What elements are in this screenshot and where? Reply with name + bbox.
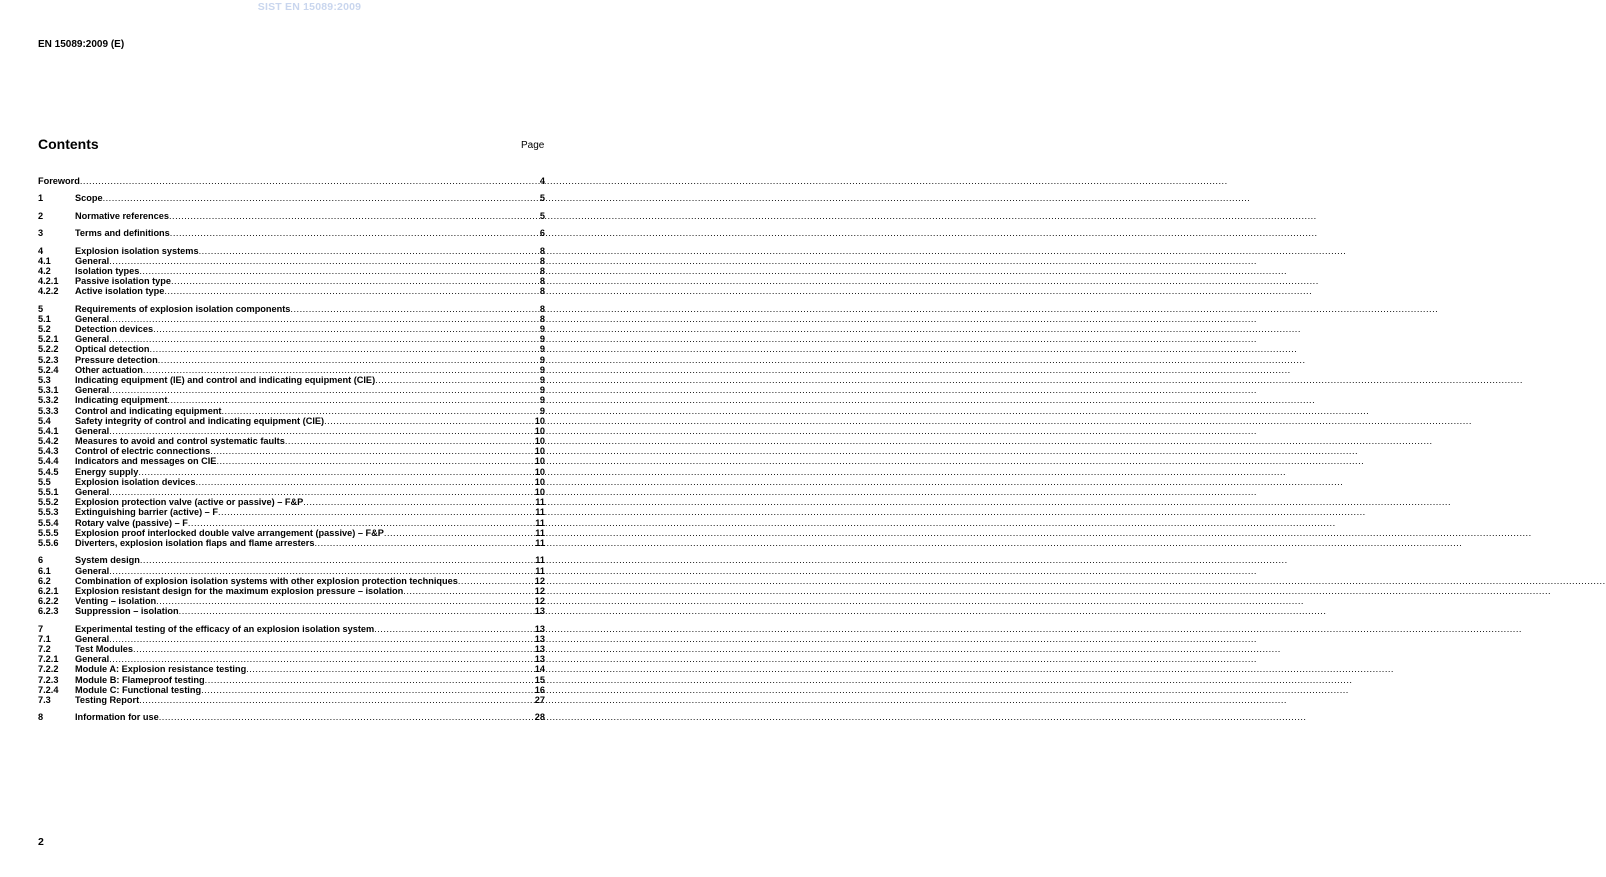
toc-entry[interactable] — [38, 497, 545, 507]
toc-entry-title: Diverters, explosion isolation flaps and flame arresters — [75, 537, 315, 548]
toc-entry-page: 11 — [535, 527, 545, 538]
toc-entry[interactable] — [38, 654, 545, 664]
toc-entry-number: 5.3.2 — [38, 395, 59, 406]
toc-entry-title: Module A: Explosion resistance testing — [75, 664, 247, 675]
toc-entry-page: 8 — [539, 255, 545, 266]
toc-entry[interactable] — [38, 528, 545, 538]
toc-entry[interactable] — [38, 644, 545, 654]
toc-entry-page: 8 — [539, 303, 545, 314]
toc-entry-title: Test Modules — [75, 644, 134, 654]
toc-entry-page: 10 — [534, 436, 545, 447]
toc-entry-number: 5.2.1 — [38, 334, 59, 345]
toc-entry-number: 6.2.3 — [38, 606, 59, 617]
dot-leader — [139, 266, 539, 276]
toc-entry-page: 11 — [535, 555, 545, 566]
toc-entry-number: 5.1 — [38, 313, 51, 324]
toc-entry-page: 4 — [539, 176, 545, 186]
toc-entry-page: 11 — [535, 537, 545, 548]
dot-leader — [290, 304, 538, 314]
dot-leader — [103, 193, 539, 203]
toc-entry-title: Combination of explosion isolation systems with other explosion protection techniques — [75, 575, 458, 586]
toc-entry-number: 7.1 — [38, 633, 51, 644]
toc-entry-number: 5.4.2 — [38, 436, 59, 447]
toc-entry-title: General — [75, 654, 110, 665]
toc-entry-title: General — [75, 425, 110, 436]
dot-leader — [221, 406, 538, 416]
dot-leader — [167, 395, 538, 405]
toc-entry-title: Indicating equipment — [75, 395, 168, 406]
dot-leader — [150, 344, 539, 354]
dot-leader — [156, 596, 534, 606]
toc-entry-number: 7.2.3 — [38, 674, 59, 685]
dot-leader — [285, 436, 534, 446]
toc-entry-number: 5.2.3 — [38, 354, 59, 365]
toc-entry[interactable] — [38, 685, 545, 695]
dot-leader — [80, 176, 539, 186]
toc-entry[interactable] — [38, 606, 545, 616]
toc-entry-title: Isolation types — [75, 265, 140, 276]
dot-leader — [109, 634, 534, 644]
toc-entry-page: 13 — [534, 623, 545, 634]
contents-title: Contents — [38, 136, 99, 152]
toc-entry-page: 9 — [539, 395, 545, 406]
dot-leader — [403, 586, 533, 596]
toc-entry[interactable] — [38, 507, 545, 517]
toc-entry-number: 5.3.3 — [38, 405, 59, 416]
toc-entry[interactable] — [38, 664, 545, 674]
toc-entry-title: Requirements of explosion isolation components — [75, 303, 291, 314]
toc-entry-number: 4.1 — [38, 255, 51, 266]
toc-entry-number: 5.5.6 — [38, 537, 59, 548]
toc-entry-page: 5 — [539, 210, 545, 221]
toc-entry-number: 5.2 — [38, 324, 51, 334]
toc-entry[interactable] — [38, 286, 545, 296]
toc-entry-title: Venting – isolation — [75, 596, 157, 607]
toc-entry-page: 11 — [535, 497, 545, 508]
toc-entry-page: 13 — [534, 654, 545, 665]
toc-entry-title: Explosion isolation systems — [75, 245, 199, 256]
toc-entry-number: 5 — [38, 303, 44, 314]
toc-entry-page: 12 — [534, 575, 545, 586]
dot-leader — [324, 416, 534, 426]
toc-entry-title: Normative references — [75, 210, 169, 221]
dot-leader — [138, 467, 533, 477]
toc-entry-title: Explosion isolation devices — [75, 476, 196, 487]
toc-entry-page: 8 — [539, 286, 545, 297]
toc-entry[interactable] — [38, 416, 545, 426]
toc-entry-page: 10 — [534, 456, 545, 467]
toc-entry-number: 5.4.5 — [38, 466, 59, 477]
toc-entry-title: Safety integrity of control and indicating equipment (CIE) — [75, 415, 325, 426]
toc-entry-title: Explosion proof interlocked double valve arrangement (passive) – F&P — [75, 527, 384, 538]
toc-entry-page: 13 — [534, 633, 545, 644]
toc-entry-page: 8 — [539, 265, 545, 276]
toc-entry-page: 11 — [535, 507, 545, 518]
toc-entry-number: 5.3 — [38, 374, 51, 385]
toc-entry-title: Detection devices — [75, 324, 154, 334]
dot-leader — [170, 228, 539, 238]
toc-entry-number: 7.2.2 — [38, 664, 59, 675]
toc-entry[interactable] — [38, 314, 545, 324]
toc-entry-page: 6 — [539, 228, 545, 239]
toc-entry-title: Terms and definitions — [75, 228, 170, 239]
dot-leader — [188, 518, 534, 528]
toc-entry-number: 5.4.1 — [38, 425, 59, 436]
toc-entry[interactable] — [38, 228, 545, 238]
toc-entry-number: 1 — [38, 193, 44, 204]
toc-entry-number: 4.2.1 — [38, 276, 59, 287]
toc-entry-title: Active isolation type — [75, 286, 165, 297]
toc-entry-page: 9 — [539, 344, 545, 355]
toc-entry-title: Energy supply — [75, 466, 139, 477]
toc-entry-title: General — [75, 487, 110, 497]
dot-leader — [164, 286, 539, 296]
toc-entry-page: 12 — [534, 585, 545, 596]
toc-entry[interactable] — [38, 395, 545, 405]
toc-entry-page: 28 — [534, 712, 545, 723]
toc-entry-number: 5.5.2 — [38, 497, 59, 508]
dot-leader — [374, 624, 534, 634]
toc-entry[interactable] — [38, 624, 545, 634]
dot-leader — [109, 566, 534, 576]
dot-leader — [196, 477, 534, 487]
toc-entry-title: Rotary valve (passive) – F — [75, 517, 188, 528]
toc-entry[interactable] — [38, 555, 545, 565]
toc-entry-number: 5.3.1 — [38, 385, 59, 396]
toc-entry-title: Pressure detection — [75, 354, 158, 365]
toc-entry-page: 10 — [534, 466, 545, 477]
toc-entry-page: 9 — [539, 354, 545, 365]
toc-entry[interactable] — [38, 375, 545, 385]
dot-leader — [201, 685, 534, 695]
toc-entry-number: 5.2.2 — [38, 344, 59, 355]
toc-entry[interactable] — [38, 426, 545, 436]
dot-leader — [303, 497, 534, 507]
toc-entry-number: 2 — [38, 210, 44, 221]
dot-leader — [139, 695, 534, 705]
toc-entry[interactable] — [38, 446, 545, 456]
toc-entry-number: 6.2.2 — [38, 596, 59, 607]
dot-leader — [199, 246, 539, 256]
toc-entry[interactable] — [38, 586, 545, 596]
dot-leader — [109, 334, 539, 344]
toc-entry[interactable] — [38, 436, 545, 446]
toc-entry-number: 6.1 — [38, 565, 51, 576]
toc-entry-number: 4 — [38, 245, 44, 256]
toc-entry-page: 10 — [534, 446, 545, 457]
toc-entry-title: Optical detection — [75, 344, 150, 355]
toc-entry-page: 14 — [534, 664, 545, 675]
dot-leader — [140, 555, 534, 565]
toc-entry[interactable] — [38, 355, 545, 365]
toc-entry-number: 4.2 — [38, 265, 51, 276]
toc-entry-title: Explosion protection valve (active or passive) – F&P — [75, 497, 304, 508]
toc-entry-page: 10 — [534, 476, 545, 487]
toc-entry-title: Control and indicating equipment — [75, 405, 222, 416]
toc-entry-page: 10 — [534, 425, 545, 436]
toc-entry-title: General — [75, 565, 110, 576]
toc-entry[interactable] — [38, 634, 545, 644]
toc-entry-number: 5.4 — [38, 415, 51, 426]
toc-entry-title: Indicating equipment (IE) and control and indicating equipment (CIE) — [75, 374, 376, 385]
toc-entry-page: 13 — [534, 644, 545, 654]
toc-entry-number: 7.2.1 — [38, 654, 59, 665]
toc-entry-title: Scope — [75, 193, 103, 204]
toc-entry[interactable] — [38, 276, 545, 286]
toc-entry-number: 6.2.1 — [38, 585, 59, 596]
toc-entry-number: 7.2.4 — [38, 684, 59, 695]
toc-entry-page: 27 — [534, 694, 545, 705]
toc-entry-number: 5.2.4 — [38, 364, 59, 375]
toc-entry-page: 9 — [539, 364, 545, 375]
toc-entry-page: 16 — [534, 684, 545, 695]
dot-leader — [458, 576, 534, 586]
toc-entry-number: 3 — [38, 228, 44, 239]
toc-entry-title: General — [75, 313, 110, 324]
watermark: SIST EN 15089:2009 — [257, 1, 362, 13]
toc-entry-title: Information for use — [75, 712, 159, 723]
toc-entry-title: Suppression – isolation — [75, 606, 179, 617]
dot-leader — [246, 664, 534, 674]
toc-entry-title: General — [75, 633, 110, 644]
dot-leader — [109, 314, 539, 324]
toc-entry-number: 5.5.1 — [38, 487, 59, 497]
toc-entry-number: 7.2 — [38, 644, 51, 654]
toc-entry[interactable] — [38, 695, 545, 705]
toc-entry-title: Module C: Functional testing — [75, 684, 202, 695]
toc-entry-title: General — [75, 385, 110, 396]
dot-leader — [216, 456, 533, 466]
toc-entry-number: 4.2.2 — [38, 286, 59, 297]
toc-entry[interactable] — [38, 385, 545, 395]
dot-leader — [205, 675, 534, 685]
toc-entry-number: 5.4.4 — [38, 456, 59, 467]
toc-entry[interactable] — [38, 193, 545, 203]
toc-entry-title: Measures to avoid and control systematic faults — [75, 436, 285, 447]
toc-entry[interactable] — [38, 334, 545, 344]
toc-entry[interactable] — [38, 176, 545, 186]
toc-entry-page: 10 — [534, 487, 545, 497]
toc-entry-page: 8 — [539, 313, 545, 324]
toc-entry-page: 10 — [534, 415, 545, 426]
toc-entry-number: 5.4.3 — [38, 446, 59, 457]
table-of-contents — [38, 176, 545, 723]
dot-leader — [314, 538, 534, 548]
dot-leader — [375, 375, 539, 385]
toc-entry[interactable] — [38, 538, 545, 548]
toc-entry[interactable] — [38, 256, 545, 266]
toc-entry-number: 5.5 — [38, 476, 51, 487]
toc-entry[interactable] — [38, 406, 545, 416]
toc-entry[interactable] — [38, 266, 545, 276]
toc-entry[interactable] — [38, 675, 545, 685]
toc-entry-title: General — [75, 334, 110, 345]
toc-entry[interactable] — [38, 596, 545, 606]
dot-leader — [218, 507, 534, 517]
toc-entry-title: Testing Report — [75, 694, 140, 705]
toc-entry-title: Control of electric connections — [75, 446, 211, 457]
toc-entry-page: 5 — [539, 193, 545, 204]
toc-entry-title: Extinguishing barrier (active) – F — [75, 507, 218, 518]
document-id: EN 15089:2009 (E) — [38, 39, 125, 50]
toc-entry-title: Foreword — [38, 176, 80, 186]
dot-leader — [153, 324, 539, 334]
toc-entry[interactable] — [38, 518, 545, 528]
toc-entry-number: 8 — [38, 712, 44, 723]
dot-leader — [109, 654, 534, 664]
toc-entry-page: 9 — [539, 334, 545, 345]
dot-leader — [210, 446, 533, 456]
dot-leader — [384, 528, 534, 538]
toc-entry[interactable] — [38, 467, 545, 477]
dot-leader — [109, 426, 534, 436]
toc-entry[interactable] — [38, 456, 545, 466]
toc-entry[interactable] — [38, 344, 545, 354]
toc-entry-page: 12 — [534, 596, 545, 607]
toc-entry-page: 9 — [539, 405, 545, 416]
toc-entry-title: Module B: Flameproof testing — [75, 674, 205, 685]
toc-entry[interactable] — [38, 246, 545, 256]
toc-entry-number: 7.3 — [38, 694, 51, 705]
toc-entry[interactable] — [38, 304, 545, 314]
page-column-label: Page — [521, 140, 545, 151]
toc-entry-page: 8 — [539, 245, 545, 256]
toc-entry-page: 9 — [539, 324, 545, 334]
toc-entry[interactable] — [38, 566, 545, 576]
toc-entry-number: 6 — [38, 555, 44, 566]
toc-entry-title: System design — [75, 555, 140, 566]
toc-entry-page: 9 — [539, 385, 545, 396]
dot-leader — [159, 712, 534, 722]
toc-entry-number: 5.5.3 — [38, 507, 59, 518]
toc-entry[interactable] — [38, 712, 545, 722]
dot-leader — [109, 385, 539, 395]
toc-entry-number: 5.5.4 — [38, 517, 59, 528]
dot-leader — [171, 276, 539, 286]
page-number: 2 — [38, 836, 44, 848]
dot-leader — [143, 365, 539, 375]
toc-entry-title: Indicators and messages on CIE — [75, 456, 217, 467]
dot-leader — [109, 487, 534, 497]
toc-entry[interactable] — [38, 365, 545, 375]
toc-entry-page: 8 — [539, 276, 545, 287]
toc-entry[interactable] — [38, 477, 545, 487]
toc-entry-number: 5.5.5 — [38, 527, 59, 538]
toc-entry[interactable] — [38, 576, 545, 586]
toc-entry-page: 13 — [534, 606, 545, 617]
toc-entry-page: 11 — [535, 517, 545, 528]
toc-entry-number: 6.2 — [38, 575, 51, 586]
dot-leader — [179, 606, 534, 616]
toc-entry-title: Other actuation — [75, 364, 143, 375]
dot-leader — [169, 211, 539, 221]
toc-entry[interactable] — [38, 487, 545, 497]
toc-entry-page: 15 — [534, 674, 545, 685]
toc-entry-title: General — [75, 255, 110, 266]
toc-entry-title: Experimental testing of the efficacy of an explosion isolation system — [75, 623, 375, 634]
toc-entry-page: 11 — [535, 565, 545, 576]
dot-leader — [109, 256, 539, 266]
dot-leader — [158, 355, 539, 365]
dot-leader — [133, 644, 534, 654]
toc-entry[interactable] — [38, 324, 545, 334]
toc-entry-title: Passive isolation type — [75, 276, 171, 287]
toc-entry-page: 9 — [539, 374, 545, 385]
toc-entry-title: Explosion resistant design for the maximum explosion pressure – isolation — [75, 585, 404, 596]
toc-entry[interactable] — [38, 211, 545, 221]
toc-entry-number: 7 — [38, 623, 44, 634]
